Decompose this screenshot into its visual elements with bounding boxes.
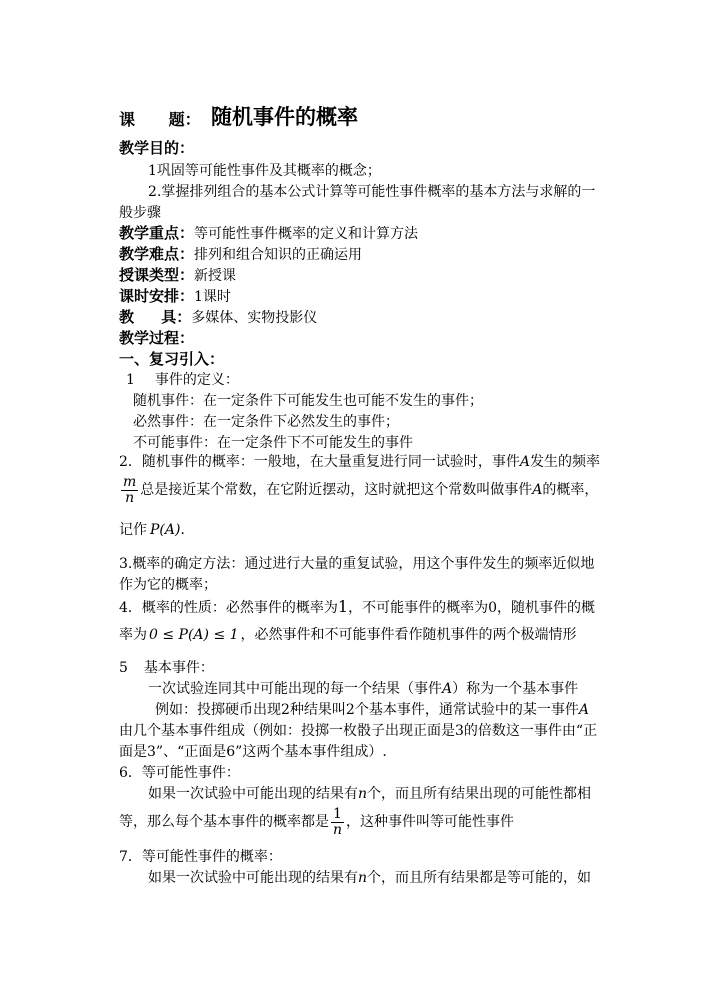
tools-text: 多媒体、实物投影仪 [191, 310, 318, 326]
review-label: 一、复习引入： [119, 350, 225, 368]
difficulty-line [119, 247, 362, 262]
fraction-1-over-n: $\frac{1}{n}$ [333, 806, 343, 838]
s2-text-e: 记作 [119, 522, 147, 538]
s5-heading [119, 661, 214, 675]
title-label: 课 题： [119, 110, 201, 129]
page-title: 随机事件的概率 [211, 104, 358, 129]
s5-title: 基本事件： [143, 660, 214, 676]
schedule-line [119, 289, 231, 304]
s7-title: 7．等可能性事件的概率： [119, 849, 282, 865]
lesson-type-label: 授课类型： [119, 266, 195, 284]
tools-line [119, 310, 317, 325]
s4-one: 1 [337, 597, 349, 616]
s2-text-a: 2．随机事件的概率：一般地，在大量重复进行同一试验时，事件 [119, 454, 520, 470]
focus-text: 等可能性事件概率的定义和计算方法 [194, 226, 419, 242]
s2-line-2 [119, 475, 598, 505]
s3-line-2: 作为它的概率； [119, 577, 217, 593]
s6-line-1: 如果一次试验中可能出现的结果有n个，而且所有结果出现的可能性都相 [148, 786, 592, 802]
difficulty-text: 排列和组合知识的正确运用 [194, 247, 363, 263]
s2-line-3 [119, 523, 194, 537]
s2-text-d: 的概率， [542, 482, 599, 499]
s1-number: 1 [126, 372, 135, 388]
s5-example-1: 例如：投掷硬币出现2种结果叫2个基本事件，通常试验中的某一事件A [155, 702, 589, 718]
schedule-label: 课时安排： [119, 287, 195, 305]
s6-title: 6．等可能性事件： [119, 765, 240, 781]
probability-range: 0 ≤ P(A) ≤ 1 [149, 627, 239, 643]
focus-label: 教学重点： [119, 224, 195, 242]
s6-line-2: 等，那么每个基本事件的概率都是 $\frac{1}{n}$ ，这种事件叫等可能性事件 [119, 806, 515, 838]
n-symbol-2: n [358, 870, 368, 886]
s2-text-c: 总是接近某个常数，在它附近摆动，这时就把这个常数叫做事件 [140, 482, 533, 499]
lesson-type-line [119, 268, 236, 283]
difficulty-label: 教学难点： [119, 245, 195, 263]
s4-zero: 0 [488, 600, 498, 616]
s4-line-2 [119, 628, 577, 642]
s1-random: 随机事件：在一定条件下可能发生也可能不发生的事件； [133, 393, 483, 409]
s3-line-1: 3.概率的确定方法：通过进行大量的重复试验，用这个事件发生的频率近似地 [119, 556, 595, 572]
objective-item-2-cont: 般步骤 [119, 205, 161, 221]
s4-text-c: ，随机事件的概 [497, 600, 596, 616]
s4-text-d: 率为 [119, 627, 147, 643]
s5-example-2: 由几个基本事件组成（例如：投掷一枚骰子出现正面是3的倍数这一事件由“正 [119, 723, 598, 739]
s7-line-1: 如果一次试验中可能出现的结果有n个，而且所有结果都是等可能的，如 [148, 870, 592, 886]
s5-example-3: 面是3”、“正面是6”这两个基本事件组成）. [119, 744, 387, 760]
s1-heading [126, 373, 239, 387]
fraction-m-over-n: $\frac{m}{n}$ [123, 474, 137, 506]
n-symbol: n [358, 786, 368, 802]
s1-impossible: 不可能事件：在一定条件下不可能发生的事件 [133, 435, 413, 451]
process-label: 教学过程： [119, 329, 195, 347]
lesson-type-text: 新授课 [194, 268, 237, 284]
schedule-text: 1课时 [194, 289, 231, 305]
objective-item-1: 1巩固等可能性事件及其概率的概念； [148, 163, 381, 179]
s4-text-e: ，必然事件和不可能事件看作随机事件的两个极端情形 [240, 627, 577, 643]
focus-line [119, 226, 418, 241]
objective-item-2: 2.掌握排列组合的基本公式计算等可能性事件概率的基本方法与求解的一 [148, 184, 596, 200]
s4-text-a: 4．概率的性质：必然事件的概率为 [119, 600, 338, 616]
tools-label: 教 具： [119, 308, 192, 326]
s5-definition: 一次试验连同其中可能出现的每一个结果（事件A）称为一个基本事件 [148, 681, 579, 697]
s2-text-b: 发生的频率 [530, 454, 601, 470]
s1-certain: 必然事件：在一定条件下必然发生的事件； [133, 414, 399, 430]
objectives-label: 教学目的： [119, 139, 195, 157]
s4-text-b: ，不可能事件的概率为 [348, 600, 489, 616]
event-A-symbol-2: A [532, 482, 543, 499]
event-A-symbol: A [519, 454, 531, 470]
s2-line-1 [119, 455, 600, 469]
event-A-symbol-4: A [578, 702, 589, 718]
s5-number: 5 [119, 660, 128, 676]
probability-PA: P(A) [150, 522, 181, 538]
s2-text-f: ． [180, 522, 195, 538]
s1-title: 事件的定义： [154, 372, 239, 388]
event-A-symbol-3: A [442, 681, 453, 697]
s4-line-1 [119, 599, 595, 615]
